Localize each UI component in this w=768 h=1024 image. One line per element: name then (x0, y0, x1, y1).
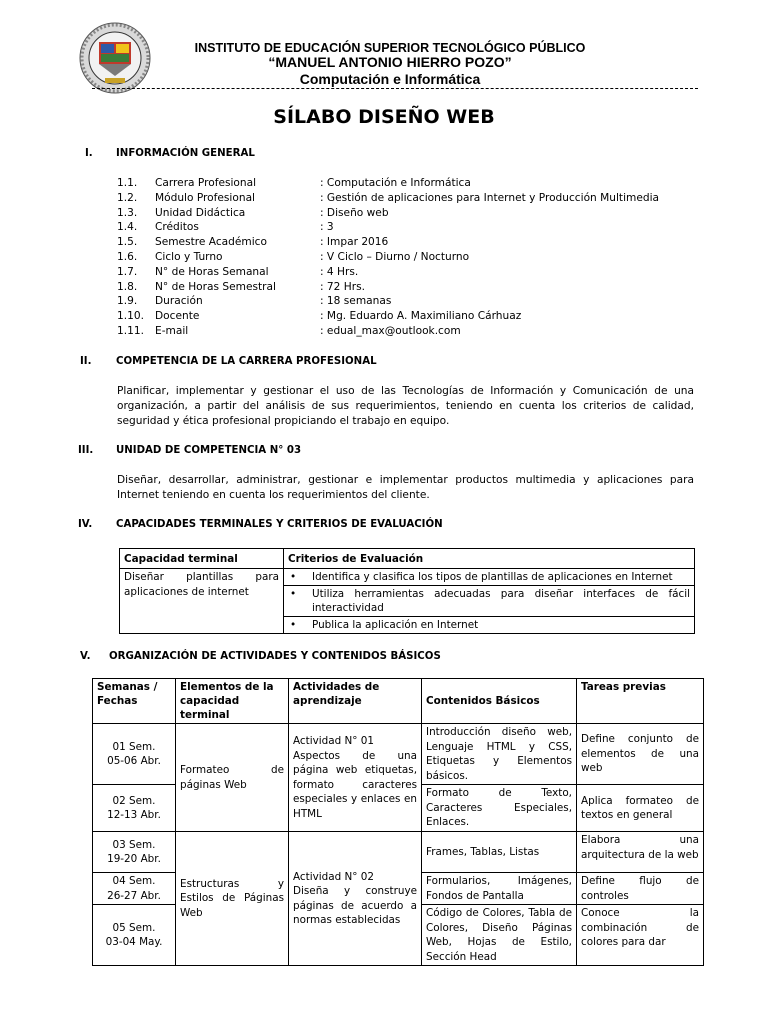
competencia-paragraph: Planificar, implementar y gestionar el uso de las Tecnologías de Información y Comunicación de una organización, a partir del análisis de sus requerimientos, teniendo en cuenta los criterios de calidad, seguridad y ética profesional propiciando el trabajo en equipo. (117, 385, 694, 427)
contenido-cell: Introducción diseño web, Lenguaje HTML y CSS, Etiquetas y Elementos básicos. (422, 724, 577, 785)
info-value: : Mg. Eduardo A. Maximiliano Cárhuaz (320, 310, 522, 323)
table-row (120, 569, 695, 586)
column-header: Criterios de Evaluación (284, 549, 695, 569)
info-label: Semestre Académico (155, 236, 267, 249)
info-value: : Computación e Informática (320, 177, 471, 189)
criterio-cell (284, 617, 695, 634)
info-label: E-mail (155, 324, 189, 337)
table-header-row (120, 549, 695, 569)
info-row (117, 265, 717, 280)
week-number: 02 Sem. (112, 794, 156, 807)
institute-name: “MANUEL ANTONIO HIERRO POZO” (268, 54, 512, 70)
tarea-cell: Elabora una arquitectura de la web (577, 832, 704, 873)
contenido-cell: Frames, Tablas, Listas (422, 832, 577, 873)
info-num: 1.10. (117, 310, 144, 323)
info-label: Módulo Profesional (155, 191, 255, 204)
info-value: : 4 Hrs. (320, 265, 359, 278)
header-divider (92, 88, 698, 89)
section-number: II. (80, 356, 92, 367)
info-label: Unidad Didáctica (155, 206, 246, 219)
column-header: Actividades de aprendizaje (289, 679, 422, 724)
week-cell (93, 724, 176, 785)
tarea-cell: Conoce la combinación de colores para dar (577, 905, 704, 966)
table-row (93, 724, 704, 785)
info-num: 1.6. (117, 250, 138, 263)
contenido-cell: Código de Colores, Tabla de Colores, Diseño Páginas Web, Hojas de Estilo, Sección Head (422, 905, 577, 966)
actividad-title: Actividad N° 02 (293, 870, 374, 883)
week-number: 01 Sem. (112, 740, 156, 753)
criterio-text: Publica la aplicación en Internet (312, 619, 479, 631)
section-title: UNIDAD DE COMPETENCIA N° 03 (116, 445, 302, 456)
criterio-cell (284, 586, 695, 617)
column-header: Semanas / Fechas (93, 679, 176, 724)
info-row (117, 206, 717, 221)
week-cell (93, 785, 176, 832)
info-row (117, 280, 717, 295)
section-title: ORGANIZACIÓN DE ACTIVIDADES Y CONTENIDOS BÁSICOS (109, 651, 441, 662)
info-value: : 18 semanas (320, 295, 392, 308)
column-header: Elementos de la capacidad terminal (176, 679, 289, 724)
info-num: 1.9. (117, 295, 138, 308)
info-row (117, 294, 717, 309)
actividad-desc: Aspectos de una página web etiquetas, formato caracteres especiales y enlaces en HTML (293, 749, 417, 820)
week-cell (93, 832, 176, 873)
activities-table (92, 678, 704, 966)
info-num: 1.4. (117, 221, 138, 234)
week-number: 04 Sem. (112, 875, 156, 887)
bullet-icon: • (290, 571, 297, 583)
tarea-cell: Aplica formateo de textos en general (577, 785, 704, 832)
table-row (93, 832, 704, 873)
contenido-cell: Formularios, Imágenes, Fondos de Pantalla (422, 873, 577, 905)
info-label: Carrera Profesional (155, 177, 257, 189)
table-header-row (93, 679, 704, 724)
info-row (117, 309, 717, 324)
info-value: : V Ciclo – Diurno / Nocturno (320, 250, 470, 263)
actividad-cell (289, 832, 422, 966)
tarea-cell: Define conjunto de elementos de una web (577, 724, 704, 785)
info-label: Ciclo y Turno (155, 250, 223, 263)
week-number: 03 Sem. (112, 838, 156, 851)
info-num: 1.1. (117, 177, 138, 189)
column-header: Tareas previas (577, 679, 704, 724)
criterio-text: Utiliza herramientas adecuadas para diseñar interfaces de fácil interactividad (312, 588, 690, 614)
info-row (117, 191, 717, 206)
info-row (117, 324, 717, 339)
institute-program: Computación e Informática (299, 71, 481, 87)
info-label: N° de Horas Semanal (155, 265, 269, 278)
week-date: 12-13 Abr. (107, 809, 161, 821)
general-info-list (117, 176, 717, 339)
week-date: 03-04 May. (105, 936, 163, 948)
bullet-icon: • (290, 588, 297, 600)
info-value: : Gestión de aplicaciones para Internet y Producción Multimedia (320, 191, 660, 204)
criterio-text: Identifica y clasifica los tipos de plantillas de aplicaciones en Internet (312, 571, 673, 583)
institute-line-1: INSTITUTO DE EDUCACIÓN SUPERIOR TECNOLÓGICO PÚBLICO (194, 41, 586, 55)
week-cell (93, 873, 176, 905)
capacidad-cell: Diseñar plantillas para aplicaciones de internet (120, 569, 284, 634)
actividad-desc: Diseña y construye páginas de acuerdo a normas establecidas (293, 885, 417, 926)
info-row (117, 235, 717, 250)
section-number: V. (80, 651, 91, 662)
unidad-paragraph: Diseñar, desarrollar, administrar, gestionar e implementar productos multimedia y aplicaciones para Internet teniendo en cuenta los requerimientos del cliente. (117, 474, 694, 501)
info-num: 1.5. (117, 236, 138, 249)
elemento-cell: Estructuras y Estilos de Páginas Web (176, 832, 289, 966)
section-number: I. (85, 148, 93, 159)
info-label: N° de Horas Semestral (155, 280, 276, 293)
section-title: COMPETENCIA DE LA CARRERA PROFESIONAL (116, 356, 377, 367)
info-num: 1.11. (117, 324, 144, 337)
info-num: 1.7. (117, 265, 138, 278)
actividad-cell (289, 724, 422, 832)
bullet-icon: • (290, 619, 297, 631)
criterio-cell (284, 569, 695, 586)
info-num: 1.8. (117, 280, 138, 293)
actividad-title: Actividad N° 01 (293, 735, 374, 747)
institute-logo-icon (79, 22, 151, 94)
info-value: : Diseño web (320, 206, 389, 219)
info-num: 1.2. (117, 191, 138, 204)
tarea-cell: Define flujo de controles (577, 873, 704, 905)
capacidades-table (119, 548, 695, 634)
info-value: : 72 Hrs. (320, 280, 365, 293)
info-row (117, 220, 717, 235)
week-number: 05 Sem. (112, 921, 156, 934)
info-label: Duración (155, 295, 203, 308)
section-number: IV. (78, 519, 93, 530)
contenido-cell: Formato de Texto, Caracteres Especiales, Enlaces. (422, 785, 577, 832)
document-title: SÍLABO DISEÑO WEB (273, 106, 495, 128)
info-value: : Impar 2016 (320, 236, 389, 249)
info-value: : 3 (320, 221, 334, 234)
section-title: CAPACIDADES TERMINALES Y CRITERIOS DE EVALUACIÓN (116, 519, 443, 530)
info-num: 1.3. (117, 206, 138, 219)
week-date: 19-20 Abr. (107, 853, 161, 865)
week-date: 05-06 Abr. (107, 755, 161, 767)
info-row (117, 250, 717, 265)
info-label: Créditos (155, 221, 199, 234)
info-row (117, 176, 717, 191)
week-cell (93, 905, 176, 966)
elemento-cell: Formateo de páginas Web (176, 724, 289, 832)
week-date: 26-27 Abr. (107, 889, 161, 902)
section-title: INFORMACIÓN GENERAL (116, 148, 255, 159)
email-value: : edual_max@outlook.com (320, 324, 461, 337)
section-number: III. (78, 445, 94, 456)
info-label: Docente (155, 310, 200, 323)
column-header: Capacidad terminal (120, 549, 284, 569)
column-header: Contenidos Básicos (422, 679, 577, 724)
